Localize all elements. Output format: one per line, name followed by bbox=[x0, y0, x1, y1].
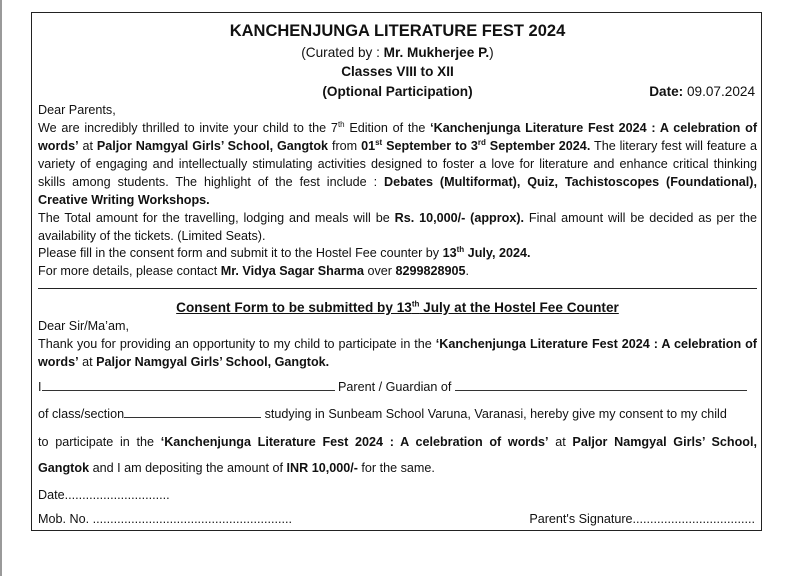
fest-name: ‘Kanchenjunga Literature Fest 2024 : A celebration of words’ bbox=[38, 121, 758, 153]
classes-line: Classes VIII to XII bbox=[341, 64, 454, 79]
letter-paragraph-contact: For more details, please contact Mr. Vidya Sagar Sharma over 8299828905. bbox=[38, 264, 470, 278]
contact-name: Mr. Vidya Sagar Sharma bbox=[220, 264, 364, 278]
guardian-name-blank[interactable] bbox=[42, 379, 335, 391]
venue-name: Paljor Namgyal Girls’ School, Gangtok bbox=[96, 139, 329, 153]
contact-phone: 8299828905 bbox=[395, 264, 466, 278]
date-value: 09.07.2024 bbox=[683, 84, 755, 99]
consent-line-participate: to participate in the ‘Kanchenjunga Literature Fest 2024 : A celebration of words’ at Paljor Namgyal Girls’ School, bbox=[38, 435, 757, 449]
class-section-blank[interactable] bbox=[124, 406, 261, 418]
consent-line-amount: Gangtok and I am depositing the amount of INR 10,000/- for the same. bbox=[38, 461, 435, 475]
approx-amount: Rs. 10,000/- (approx). bbox=[394, 211, 525, 225]
deposit-amount: INR 10,000/- bbox=[286, 461, 358, 475]
consent-heading: Consent Form to be submitted by 13th July at the Hostel Fee Counter bbox=[176, 299, 619, 315]
section-divider bbox=[38, 288, 757, 289]
date-field[interactable]: Date.............................. bbox=[38, 488, 170, 502]
parent-signature-field[interactable]: Parent's Signature................................... bbox=[529, 512, 755, 526]
letter-paragraph-deadline: Please fill in the consent form and submit it to the Hostel Fee counter by 13th July, 2024. bbox=[38, 244, 531, 260]
mobile-number-field[interactable]: Mob. No. ......................................................... bbox=[38, 512, 293, 526]
document-title: KANCHENJUNGA LITERATURE FEST 2024 bbox=[229, 22, 566, 40]
consent-line-class: of class/section studying in Sunbeam School Varuna, Varanasi, hereby give my consent to my child bbox=[38, 407, 727, 421]
consent-salutation: Dear Sir/Ma’am, bbox=[38, 319, 129, 333]
curator-name: Mr. Mukherjee P. bbox=[383, 45, 490, 60]
child-name-blank[interactable] bbox=[455, 379, 747, 391]
date-line bbox=[649, 83, 755, 101]
letter-salutation: Dear Parents, bbox=[38, 103, 116, 117]
circular-document bbox=[31, 12, 762, 531]
date-label: Date: bbox=[649, 84, 684, 99]
consent-thanks: Thank you for providing an opportunity to my child to participate in the ‘Kanchenjunga Literature Fest 2024 : A celebration of words’ at Paljor Namgyal Girls’ School, Gangtok. bbox=[38, 337, 757, 369]
curated-by: (Curated by : Mr. Mukherjee P.) bbox=[301, 45, 494, 60]
fest-activities: Debates (Multiformat), Quiz, Tachistoscopes (Foundational), Creative Writing Workshops. bbox=[38, 175, 757, 207]
deadline-date: 13th July, 2024. bbox=[442, 244, 531, 260]
letter-paragraph-cost: The Total amount for the travelling, lodging and meals will be Rs. 10,000/- (approx). Final amount will be decided as per the availability of the tickets. (Limited Seats). bbox=[38, 211, 758, 243]
participation-line: (Optional Participation) bbox=[322, 84, 473, 99]
letter-paragraph-invitation: We are incredibly thrilled to invite your child to the 7th Edition of the ‘Kanchenjunga Literature Fest 2024 : A celebration of words’ at Paljor Namgyal Girls’ School, Gangtok from 01st September to 3rd September 2024. The literary fest will feature a variety of engaging and intellectually stimulating activities designed to foster a love for literature and enhance critical thinking skills among students. The highlight of the fest include : Debates (Multiformat), Quiz, Tachistoscopes (Foundational), Creative Writing Workshops. bbox=[38, 119, 758, 207]
window-edge bbox=[0, 0, 2, 576]
consent-line-name: I Parent / Guardian of bbox=[38, 379, 747, 396]
fest-dates: 01st September to 3rd September 2024. bbox=[361, 137, 591, 153]
